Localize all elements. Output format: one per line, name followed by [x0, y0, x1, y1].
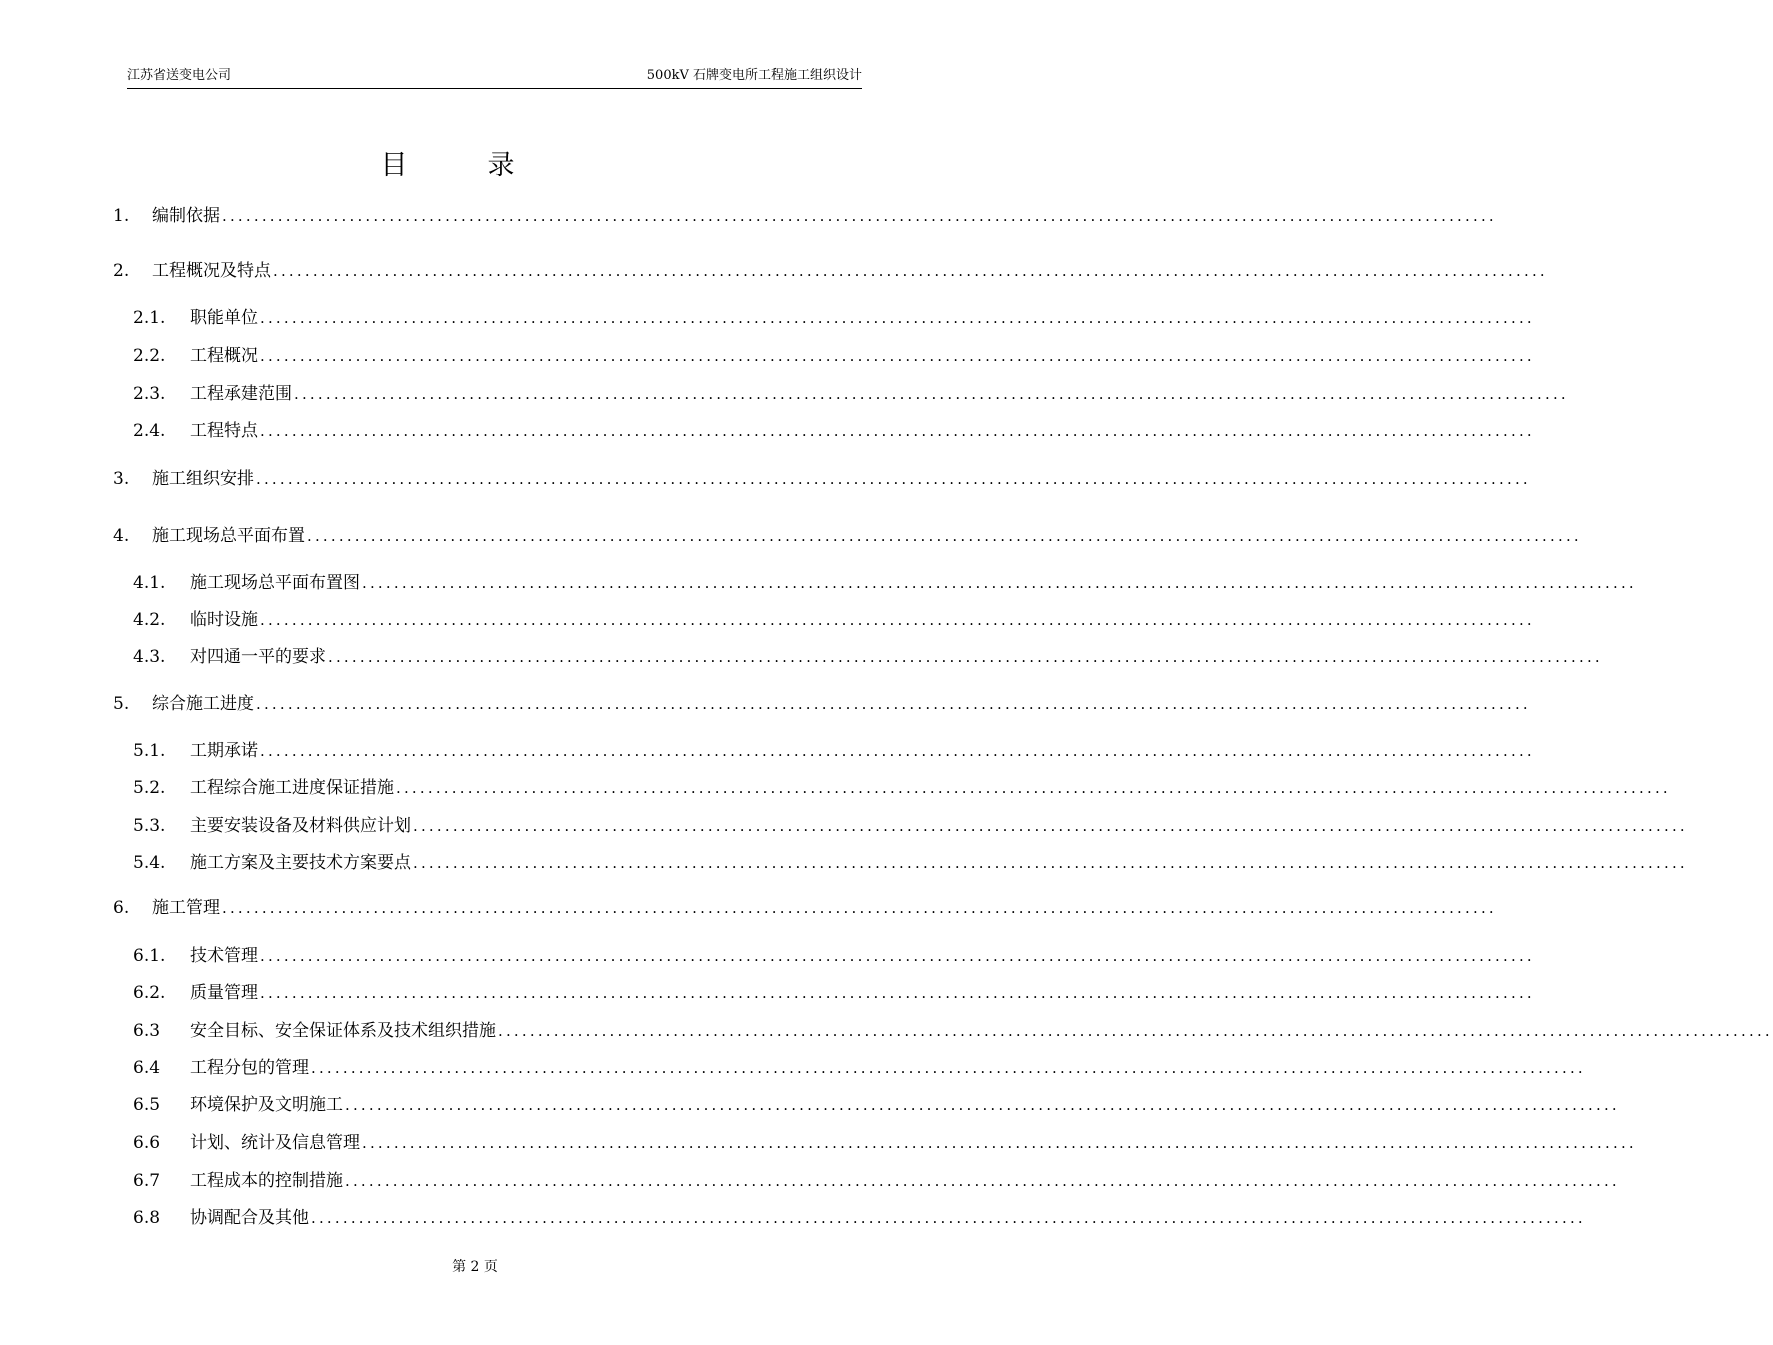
toc-entry-number: 1. — [113, 206, 130, 226]
toc-entry[interactable] — [0, 945, 1535, 967]
toc-entry[interactable] — [0, 205, 1497, 227]
toc-entry-line — [152, 468, 1531, 490]
toc-entry-line — [190, 777, 1671, 799]
toc-entry-title: 协调配合及其他 — [190, 1208, 309, 1228]
toc-dot-leader: ................................................................................................................................................................ — [362, 1134, 1637, 1152]
toc-entry-number: 6.1. — [133, 946, 166, 966]
toc-entry-number: 4.3. — [133, 647, 166, 667]
toc-entry[interactable] — [0, 693, 1531, 715]
page-number: 第 2 页 — [452, 1259, 498, 1275]
toc-entry-title: 临时设施 — [190, 610, 258, 630]
toc-dot-leader: ................................................................................................................................................................ — [396, 779, 1671, 797]
toc-dot-leader: ................................................................................................................................................................ — [260, 611, 1535, 629]
toc-entry-title: 工程综合施工进度保证措施 — [190, 778, 394, 798]
toc-entry-number: 6.5 — [133, 1095, 161, 1115]
toc-dot-leader: ................................................................................................................................................................ — [294, 385, 1569, 403]
toc-entry[interactable] — [0, 777, 1671, 799]
toc-entry-number: 6.2. — [133, 983, 166, 1003]
toc-entry[interactable] — [0, 307, 1535, 329]
toc-dot-leader: ................................................................................................................................................................ — [328, 648, 1603, 666]
toc-entry-number: 4.1. — [133, 573, 166, 593]
toc-entry-number: 5.1. — [133, 741, 166, 761]
toc-entry-title: 职能单位 — [190, 308, 258, 328]
toc-entry-number: 2. — [113, 261, 130, 281]
toc-entry-number: 5.4. — [133, 853, 166, 873]
toc-entry-title: 工期承诺 — [190, 741, 258, 761]
toc-entry[interactable] — [0, 740, 1535, 762]
toc-entry-title: 主要安装设备及材料供应计划 — [190, 816, 411, 836]
toc-entry-number: 6.7 — [133, 1171, 161, 1191]
toc-dot-leader: ................................................................................................................................................................ — [413, 854, 1688, 872]
toc-entry[interactable] — [0, 646, 1603, 668]
toc-entry[interactable] — [0, 383, 1569, 405]
toc-dot-leader: ................................................................................................................................................................ — [311, 1059, 1586, 1077]
toc-entry-line — [152, 525, 1582, 547]
toc-entry[interactable] — [0, 572, 1637, 594]
toc-entry-title: 工程成本的控制措施 — [190, 1171, 343, 1191]
toc-entry-line — [190, 1094, 1620, 1116]
toc-dot-leader: ................................................................................................................................................................ — [273, 262, 1548, 280]
toc-entry-number: 6.3 — [133, 1021, 161, 1041]
toc-entry[interactable] — [0, 468, 1531, 490]
toc-entry-title: 质量管理 — [190, 983, 258, 1003]
toc-entry-number: 5.2. — [133, 778, 166, 798]
toc-entry-line — [190, 1020, 1773, 1042]
toc-entry-number: 5.3. — [133, 816, 166, 836]
toc-entry[interactable] — [0, 609, 1535, 631]
toc-entry-line — [190, 982, 1535, 1004]
toc-entry-line — [152, 897, 1497, 919]
toc-entry-line — [190, 1057, 1586, 1079]
page-header — [127, 68, 862, 89]
toc-title: 目录 — [380, 150, 595, 181]
toc-dot-leader: ................................................................................................................................................................ — [222, 899, 1497, 917]
toc-entry-number: 4. — [113, 526, 130, 546]
toc-entry-line — [190, 740, 1535, 762]
toc-dot-leader: ................................................................................................................................................................ — [413, 817, 1688, 835]
toc-entry-number: 2.1. — [133, 308, 166, 328]
toc-entry-title: 工程概况 — [190, 346, 258, 366]
toc-entry-number: 5. — [113, 694, 130, 714]
toc-entry-title: 安全目标、安全保证体系及技术组织措施 — [190, 1021, 496, 1041]
toc-entry-number: 3. — [113, 469, 130, 489]
toc-entry-line — [190, 345, 1535, 367]
toc-entry[interactable] — [0, 1094, 1620, 1116]
toc-dot-leader: ................................................................................................................................................................ — [498, 1022, 1773, 1040]
toc-entry-title: 工程分包的管理 — [190, 1058, 309, 1078]
toc-entry-title: 施工现场总平面布置 — [152, 526, 305, 546]
toc-entry[interactable] — [0, 815, 1688, 837]
toc-entry-line — [190, 1207, 1586, 1229]
header-project-title: 500kV 石牌变电所工程施工组织设计 — [646, 68, 862, 83]
toc-entry-title: 施工现场总平面布置图 — [190, 573, 360, 593]
toc-dot-leader: ................................................................................................................................................................ — [311, 1209, 1586, 1227]
toc-entry-title: 计划、统计及信息管理 — [190, 1133, 360, 1153]
toc-entry[interactable] — [0, 525, 1582, 547]
toc-entry-title: 编制依据 — [152, 206, 220, 226]
toc-entry-number: 2.4. — [133, 421, 166, 441]
toc-dot-leader: ................................................................................................................................................................ — [260, 422, 1535, 440]
toc-entry-line — [190, 815, 1688, 837]
toc-entry-title: 工程承建范围 — [190, 384, 292, 404]
toc-entry-title: 施工组织安排 — [152, 469, 254, 489]
toc-entry-line — [190, 1170, 1620, 1192]
toc-entry[interactable] — [0, 1020, 1773, 1042]
toc-entry-number: 6.4 — [133, 1058, 161, 1078]
toc-entry-number: 6. — [113, 898, 130, 918]
toc-entry[interactable] — [0, 420, 1535, 442]
toc-entry-title: 综合施工进度 — [152, 694, 254, 714]
toc-entry-title: 环境保护及文明施工 — [190, 1095, 343, 1115]
toc-entry[interactable] — [0, 1207, 1586, 1229]
toc-entry-line — [190, 383, 1569, 405]
toc-entry[interactable] — [0, 1132, 1637, 1154]
toc-entry-number: 6.8 — [133, 1208, 161, 1228]
toc-entry-number: 6.6 — [133, 1133, 161, 1153]
toc-entry[interactable] — [0, 1170, 1620, 1192]
toc-entry-title: 工程特点 — [190, 421, 258, 441]
toc-entry-number: 2.2. — [133, 346, 166, 366]
toc-entry-line — [190, 609, 1535, 631]
toc-entry[interactable] — [0, 1057, 1586, 1079]
toc-entry-line — [190, 646, 1603, 668]
toc-entry-line — [190, 420, 1535, 442]
toc-entry-title: 对四通一平的要求 — [190, 647, 326, 667]
toc-dot-leader: ................................................................................................................................................................ — [345, 1172, 1620, 1190]
toc-dot-leader: ................................................................................................................................................................ — [256, 470, 1531, 488]
toc-dot-leader: ................................................................................................................................................................ — [260, 947, 1535, 965]
toc-entry-line — [152, 205, 1497, 227]
toc-entry[interactable] — [0, 260, 1548, 282]
toc-entry[interactable] — [0, 852, 1688, 874]
toc-entry-line — [190, 852, 1688, 874]
toc-dot-leader: ................................................................................................................................................................ — [260, 347, 1535, 365]
toc-entry-line — [152, 693, 1531, 715]
toc-entry-line — [152, 260, 1548, 282]
toc-entry-line — [190, 307, 1535, 329]
toc-entry-title: 施工管理 — [152, 898, 220, 918]
toc-entry-line — [190, 945, 1535, 967]
toc-entry-number: 2.3. — [133, 384, 166, 404]
toc-dot-leader: ................................................................................................................................................................ — [307, 527, 1582, 545]
toc-entry-number: 4.2. — [133, 610, 166, 630]
toc-entry-title: 工程概况及特点 — [152, 261, 271, 281]
toc-entry[interactable] — [0, 345, 1535, 367]
toc-dot-leader: ................................................................................................................................................................ — [362, 574, 1637, 592]
toc-entry[interactable] — [0, 897, 1497, 919]
toc-dot-leader: ................................................................................................................................................................ — [260, 309, 1535, 327]
toc-dot-leader: ................................................................................................................................................................ — [260, 742, 1535, 760]
toc-entry[interactable] — [0, 982, 1535, 1004]
toc-dot-leader: ................................................................................................................................................................ — [345, 1096, 1620, 1114]
toc-dot-leader: ................................................................................................................................................................ — [260, 984, 1535, 1002]
toc-entry-title: 技术管理 — [190, 946, 258, 966]
toc-dot-leader: ................................................................................................................................................................ — [222, 207, 1497, 225]
toc-entry-title: 施工方案及主要技术方案要点 — [190, 853, 411, 873]
toc-entry-line — [190, 572, 1637, 594]
toc-dot-leader: ................................................................................................................................................................ — [256, 695, 1531, 713]
header-company: 江苏省送变电公司 — [127, 68, 232, 83]
toc-entry-line — [190, 1132, 1637, 1154]
